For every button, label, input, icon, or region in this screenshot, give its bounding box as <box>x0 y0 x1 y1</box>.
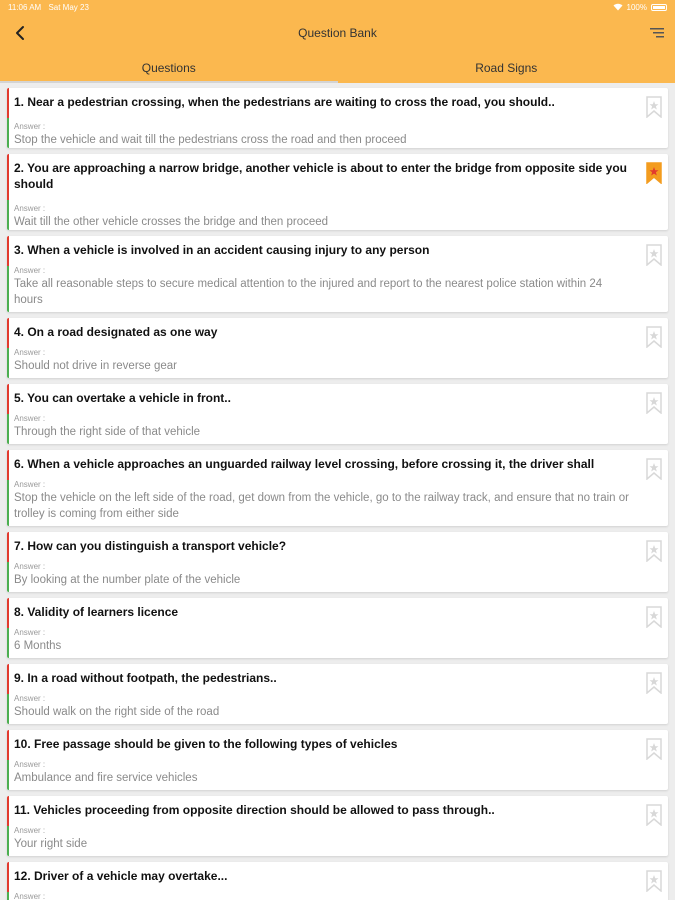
status-left <box>8 3 94 12</box>
answer-text: Should walk on the right side of the road <box>14 706 220 718</box>
answer-indicator <box>7 892 9 900</box>
answer-label: Answer : <box>14 694 46 703</box>
answer-label: Answer : <box>14 628 46 637</box>
question-indicator <box>7 730 9 760</box>
question-text: 11. Vehicles proceeding from opposite direction should be allowed to pass through.. <box>14 803 495 817</box>
question-card[interactable] <box>7 154 668 230</box>
question-indicator <box>7 450 9 480</box>
question-list[interactable] <box>0 84 675 900</box>
question-indicator <box>7 318 9 348</box>
question-text: 12. Driver of a vehicle may overtake... <box>14 869 228 883</box>
answer-label: Answer : <box>14 122 46 131</box>
filter-button[interactable] <box>647 23 667 43</box>
answer-indicator <box>7 266 9 312</box>
status-date: Sat May 23 <box>48 2 89 12</box>
answer-label: Answer : <box>14 348 46 357</box>
question-text: 8. Validity of learners licence <box>14 605 179 619</box>
question-card[interactable] <box>7 318 668 378</box>
answer-indicator <box>7 480 9 526</box>
bookmark-icon[interactable] <box>646 96 662 118</box>
question-indicator <box>7 532 9 562</box>
answer-indicator <box>7 760 9 790</box>
question-card[interactable] <box>7 598 668 658</box>
bookmark-icon[interactable] <box>646 738 662 760</box>
answer-text: Ambulance and fire service vehicles <box>14 772 198 784</box>
question-card[interactable] <box>7 730 668 790</box>
question-indicator <box>7 862 9 892</box>
tab-questions[interactable] <box>0 52 338 83</box>
bookmark-icon[interactable] <box>646 606 662 628</box>
question-indicator <box>7 384 9 414</box>
question-card[interactable] <box>7 450 668 526</box>
bookmark-icon[interactable] <box>646 540 662 562</box>
answer-indicator <box>7 414 9 444</box>
answer-text: By looking at the number plate of the vehicle <box>14 574 241 586</box>
question-indicator <box>7 88 9 118</box>
chevron-left-icon <box>14 25 26 41</box>
tab-questions-label: Questions <box>141 60 196 75</box>
answer-text: 6 Months <box>14 640 62 652</box>
answer-text: Take all reasonable steps to secure medical attention to the injured and report to the nearest police station within 24 hours <box>14 278 603 306</box>
answer-label: Answer : <box>14 414 46 423</box>
bookmark-icon[interactable] <box>646 244 662 266</box>
answer-text: Should not drive in reverse gear <box>14 360 178 372</box>
answer-indicator <box>7 562 9 592</box>
answer-indicator <box>7 118 9 148</box>
bookmark-icon[interactable] <box>646 672 662 694</box>
answer-text: Your right side <box>14 838 88 850</box>
answer-label: Answer : <box>14 204 46 213</box>
battery-icon <box>651 4 667 11</box>
answer-label: Answer : <box>14 480 46 489</box>
question-text: 7. How can you distinguish a transport vehicle? <box>14 539 287 553</box>
question-card[interactable] <box>7 88 668 148</box>
status-bar <box>0 0 675 14</box>
bookmark-icon[interactable] <box>646 870 662 892</box>
answer-label: Answer : <box>14 760 46 769</box>
answer-indicator <box>7 348 9 378</box>
question-card[interactable] <box>7 532 668 592</box>
filter-icon <box>650 28 664 38</box>
question-card[interactable] <box>7 664 668 724</box>
back-button[interactable] <box>8 20 32 46</box>
page-title: Question Bank <box>298 26 377 40</box>
question-card[interactable] <box>7 796 668 856</box>
bookmark-icon[interactable] <box>646 162 662 184</box>
question-indicator <box>7 236 9 266</box>
question-indicator <box>7 154 9 200</box>
answer-indicator <box>7 200 9 230</box>
tab-road-signs[interactable] <box>338 52 675 83</box>
answer-label: Answer : <box>14 826 46 835</box>
bookmark-icon[interactable] <box>646 458 662 480</box>
bookmark-icon[interactable] <box>646 804 662 826</box>
question-indicator <box>7 664 9 694</box>
bookmark-icon[interactable] <box>646 326 662 348</box>
nav-bar <box>0 14 675 52</box>
answer-label: Answer : <box>14 266 46 275</box>
question-text: 5. You can overtake a vehicle in front.. <box>14 391 231 405</box>
question-card[interactable] <box>7 862 668 900</box>
wifi-icon <box>613 3 623 11</box>
question-text: 2. You are approaching a narrow bridge, another vehicle is about to enter the bridge from opposite side you should <box>14 161 627 191</box>
answer-text: Wait till the other vehicle crosses the bridge and then proceed <box>14 216 329 228</box>
status-time: 11:06 AM <box>8 2 42 12</box>
question-text: 10. Free passage should be given to the following types of vehicles <box>14 737 398 751</box>
question-text: 4. On a road designated as one way <box>14 325 218 339</box>
status-right <box>613 3 667 12</box>
question-text: 3. When a vehicle is involved in an accident causing injury to any person <box>14 243 430 257</box>
answer-indicator <box>7 694 9 724</box>
question-text: 9. In a road without footpath, the pedestrians.. <box>14 671 277 685</box>
answer-label: Answer : <box>14 892 46 900</box>
answer-indicator <box>7 826 9 856</box>
question-card[interactable] <box>7 236 668 312</box>
answer-text: Stop the vehicle on the left side of the road, get down from the vehicle, go to the railway track, and ensure that no train or trolley is coming from either side <box>14 492 629 520</box>
question-text: 1. Near a pedestrian crossing, when the pedestrians are waiting to cross the road, you should.. <box>14 95 555 109</box>
answer-label: Answer : <box>14 562 46 571</box>
question-indicator <box>7 598 9 628</box>
question-card[interactable] <box>7 384 668 444</box>
question-indicator <box>7 796 9 826</box>
answer-text: Through the right side of that vehicle <box>14 426 201 438</box>
battery-percent: 100% <box>626 2 647 12</box>
tab-bar <box>0 52 675 83</box>
question-text: 6. When a vehicle approaches an unguarded railway level crossing, before crossing it, the driver shall <box>14 457 595 471</box>
answer-text: Stop the vehicle and wait till the pedestrians cross the road and then proceed <box>14 134 407 146</box>
bookmark-icon[interactable] <box>646 392 662 414</box>
answer-indicator <box>7 628 9 658</box>
tab-road-signs-label: Road Signs <box>475 60 538 75</box>
